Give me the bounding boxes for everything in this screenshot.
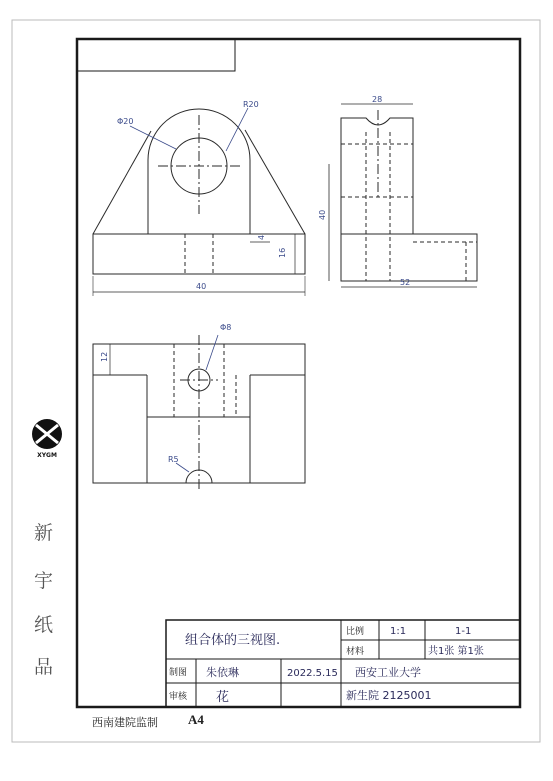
dim-front-diameter: Φ20 (117, 117, 134, 126)
top-view (93, 335, 305, 492)
front-left-rib (93, 131, 151, 234)
dim-front-width: 40 (196, 282, 207, 291)
reviewer-label: 审核 (169, 692, 188, 702)
reviewer-signature: 花 (216, 690, 230, 705)
drafter-name: 朱依琳 (206, 666, 239, 679)
brand-logo (32, 419, 62, 459)
material-label: 材料 (346, 647, 365, 657)
inner-frame (77, 39, 520, 707)
drawing-date: 2022.5.15 (287, 668, 338, 679)
dim-top-depth: 12 (100, 351, 109, 362)
dim-top-radius: R5 (168, 455, 179, 464)
brand-char-3: 纸 (34, 614, 54, 636)
side-view (329, 104, 477, 287)
side-outline (341, 118, 477, 281)
logo-text: XYGM (37, 452, 57, 459)
drawing-number: 1-1 (455, 626, 472, 637)
dim-top-diameter: Φ8 (220, 323, 232, 332)
footer-publisher: 西南建院监制 (92, 716, 158, 729)
front-right-rib (245, 130, 305, 234)
dim-side-width: 52 (400, 278, 411, 287)
class-info: 新生院 2125001 (346, 689, 432, 702)
top-leader-radius (176, 463, 189, 472)
sheet-info: 共1张 第1张 (428, 646, 484, 657)
scale-value: 1:1 (390, 626, 407, 637)
part-name: 组合体的三视图. (185, 633, 281, 648)
code-box (77, 39, 235, 71)
brand-char-1: 新 (34, 522, 54, 544)
scale-label: 比例 (346, 627, 365, 637)
brand-char-4: 品 (34, 656, 54, 678)
front-base-plate (93, 234, 305, 274)
front-view (93, 108, 305, 296)
drafter-label: 制图 (169, 668, 188, 678)
dim-side-height: 40 (318, 209, 327, 220)
dim-side-top-width: 28 (372, 95, 383, 104)
dim-front-radius: R20 (243, 100, 259, 109)
footer-paper-size: A4 (188, 712, 204, 727)
front-leader-radius (226, 108, 248, 151)
school-name: 西安工业大学 (355, 666, 421, 679)
front-leader-diameter (130, 126, 176, 149)
brand-char-2: 宇 (34, 570, 54, 592)
top-leader-diameter (206, 335, 218, 370)
dim-front-base-height: 16 (278, 247, 287, 258)
dim-front-step: 4 (257, 234, 266, 240)
